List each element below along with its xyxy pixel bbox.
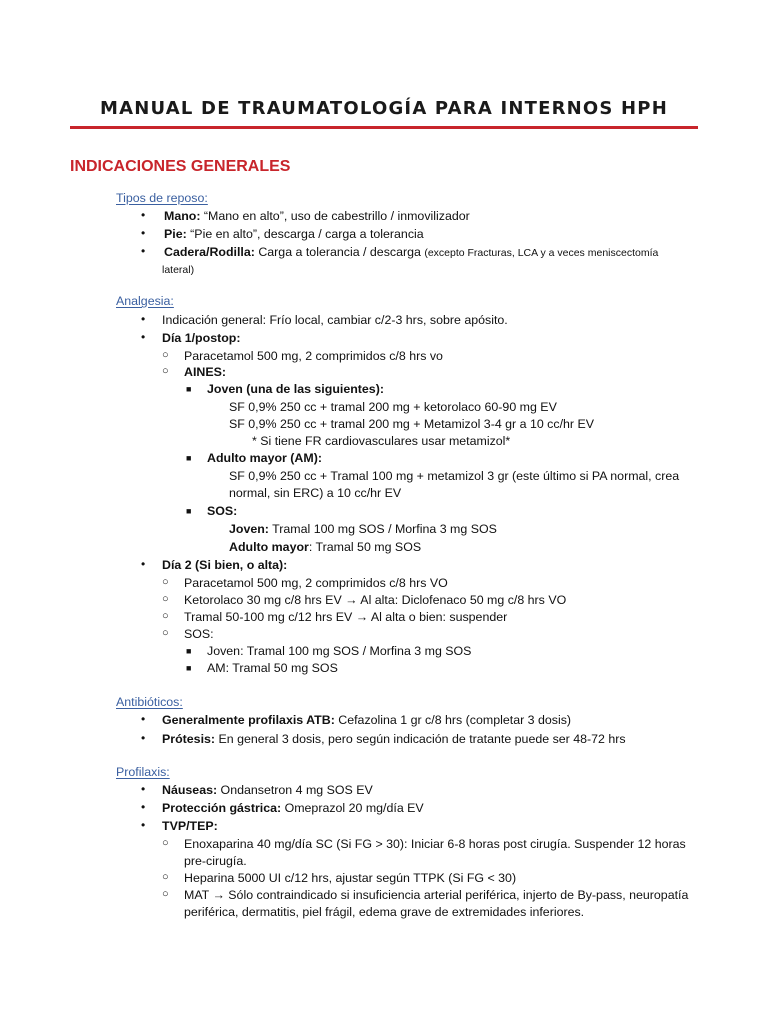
analgesia-joven: Joven (una de las siguientes): [207, 382, 384, 396]
analgesia-sos-am: Adulto mayor: Tramal 50 mg SOS [229, 540, 422, 554]
square-marker: ■ [186, 453, 192, 463]
reposo-cadera: Cadera/Rodilla: Carga a tolerancia / descarga (excepto Fracturas, LCA y a veces meniscectomía [164, 245, 659, 259]
profilaxis-nauseas: Náuseas: Ondansetron 4 mg SOS EV [162, 783, 373, 797]
section-heading: INDICACIONES GENERALES [70, 158, 291, 175]
profilaxis-mat-cont: periférica, dermatitis, piel frágil, edema grave de extremidades inferiores. [184, 905, 585, 919]
bullet-marker: • [141, 818, 146, 832]
analgesia-dia2-paracetamol: Paracetamol 500 mg, 2 comprimidos c/8 hrs VO [184, 576, 448, 590]
antibioticos-protesis: Prótesis: En general 3 dosis, pero según indicación de tratante puede ser 48-72 hrs [162, 732, 626, 746]
analgesia-sos: SOS: [207, 504, 238, 518]
profilaxis-tvp: TVP/TEP: [162, 819, 218, 833]
circle-marker: ○ [162, 627, 169, 639]
profilaxis-mat: MAT → Sólo contraindicado si insuficiencia arterial periférica, injerto de By-pass, neuropatía [184, 888, 689, 902]
analgesia-sos-joven: Joven: Tramal 100 mg SOS / Morfina 3 mg SOS [229, 522, 497, 536]
analgesia-heading: Analgesia: [116, 294, 174, 308]
analgesia-joven-opt2: SF 0,9% 250 cc + tramal 200 mg + Metamizol 3-4 gr a 10 cc/hr EV [229, 417, 594, 431]
reposo-pie: Pie: “Pie en alto”, descarga / carga a tolerancia [164, 227, 424, 241]
analgesia-dia2-sos: SOS: [184, 627, 214, 641]
reposo-cadera-cont: lateral) [162, 264, 195, 276]
title-underline [70, 126, 698, 129]
analgesia-dia2: Día 2 (Si bien, o alta): [162, 558, 288, 572]
analgesia-joven-note: * Si tiene FR cardiovasculares usar metamizol* [252, 434, 511, 448]
analgesia-am: Adulto mayor (AM): [207, 451, 322, 465]
antibioticos-heading: Antibióticos: [116, 695, 183, 709]
profilaxis-heading: Profilaxis: [116, 765, 170, 779]
circle-marker: ○ [162, 888, 169, 900]
circle-marker: ○ [162, 349, 169, 361]
bullet-marker: • [141, 312, 146, 326]
analgesia-dia1: Día 1/postop: [162, 331, 241, 345]
bullet-marker: • [141, 800, 146, 814]
bullet-marker: • [141, 557, 146, 571]
square-marker: ■ [186, 663, 192, 673]
square-marker: ■ [186, 506, 192, 516]
profilaxis-heparina: Heparina 5000 UI c/12 hrs, ajustar según TTPK (Si FG < 30) [184, 871, 517, 885]
analgesia-dia2-tramal: Tramal 50-100 mg c/12 hrs EV → Al alta o bien: suspender [184, 610, 508, 624]
circle-marker: ○ [162, 871, 169, 883]
analgesia-dia2-ketorolaco: Ketorolaco 30 mg c/8 hrs EV → Al alta: Diclofenaco 50 mg c/8 hrs VO [184, 593, 567, 607]
square-marker: ■ [186, 646, 192, 656]
circle-marker: ○ [162, 593, 169, 605]
analgesia-paracetamol: Paracetamol 500 mg, 2 comprimidos c/8 hrs vo [184, 349, 443, 363]
circle-marker: ○ [162, 365, 169, 377]
antibioticos-profilaxis: Generalmente profilaxis ATB: Cefazolina 1 gr c/8 hrs (completar 3 dosis) [162, 713, 572, 727]
profilaxis-enoxaparina: Enoxaparina 40 mg/día SC (Si FG > 30): Iniciar 6-8 horas post cirugía. Suspender 12 horas [184, 837, 686, 851]
circle-marker: ○ [162, 576, 169, 588]
bullet-marker: • [141, 244, 146, 258]
bullet-marker: • [141, 712, 146, 726]
analgesia-dia2-sos-joven: Joven: Tramal 100 mg SOS / Morfina 3 mg SOS [207, 644, 472, 658]
analgesia-am-regimen-cont: normal, sin ERC) a 10 cc/hr EV [229, 486, 402, 500]
bullet-marker: • [141, 782, 146, 796]
square-marker: ■ [186, 384, 192, 394]
analgesia-aines: AINES: [184, 365, 226, 379]
bullet-marker: • [141, 731, 146, 745]
bullet-marker: • [141, 330, 146, 344]
circle-marker: ○ [162, 610, 169, 622]
bullet-marker: • [141, 208, 146, 222]
circle-marker: ○ [162, 837, 169, 849]
analgesia-joven-opt1: SF 0,9% 250 cc + tramal 200 mg + ketorolaco 60-90 mg EV [229, 400, 557, 414]
profilaxis-enoxaparina-cont: pre-cirugía. [184, 854, 247, 868]
reposo-mano: Mano: “Mano en alto”, uso de cabestrillo / inmovilizador [164, 209, 470, 223]
bullet-marker: • [141, 226, 146, 240]
analgesia-general: Indicación general: Frío local, cambiar c/2-3 hrs, sobre apósito. [162, 313, 508, 327]
analgesia-am-regimen: SF 0,9% 250 cc + Tramal 100 mg + metamizol 3 gr (este último si PA normal, crea [229, 469, 680, 483]
profilaxis-gastrica: Protección gástrica: Omeprazol 20 mg/día EV [162, 801, 424, 815]
document-title: MANUAL DE TRAUMATOLOGÍA PARA INTERNOS HPH [100, 98, 668, 119]
reposo-heading: Tipos de reposo: [116, 191, 208, 205]
analgesia-dia2-sos-am: AM: Tramal 50 mg SOS [207, 661, 338, 675]
